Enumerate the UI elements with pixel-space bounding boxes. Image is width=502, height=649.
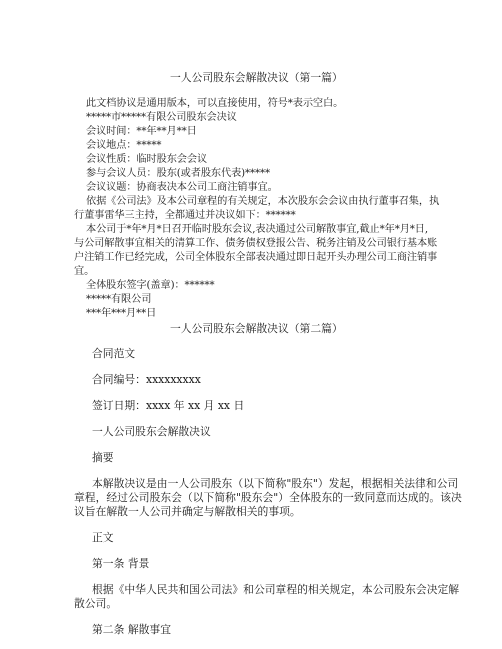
abstract-heading: 摘要 — [92, 451, 114, 464]
attendees: 参与会议人员：股东(或者股东代表)***** — [86, 168, 271, 179]
article-1-line: 散公司。 — [74, 597, 118, 610]
section-2-title: 一人公司股东会解散决议（第二篇） — [170, 322, 343, 335]
company-name: *****有限公司 — [86, 294, 152, 305]
signature-date: ***年***月**日 — [86, 308, 157, 319]
meeting-nature: 会议性质：临时股东会会议 — [86, 154, 208, 165]
article-1-line: 根据《中华人民共和国公司法》和公司章程的相关规定，本公司股东会决定解 — [92, 583, 460, 596]
section-1-title: 一人公司股东会解散决议（第一篇） — [170, 71, 343, 84]
document-title: 一人公司股东会解散决议 — [92, 425, 211, 438]
sign-date: 签订日期：xxxx 年 xx 月 xx 日 — [92, 399, 245, 412]
article-2-heading: 第二条 解散事宜 — [92, 623, 172, 636]
resolution-heading: *****市*****有限公司股东会决议 — [86, 112, 237, 123]
body-heading: 正文 — [92, 531, 114, 544]
paragraph-line: 户注销工作已经完成，公司全体股东全部表决通过即日起开头办理公司工商注销事 — [74, 252, 438, 263]
shareholder-signature: 全体股东签字(盖章)：****** — [86, 280, 215, 291]
contract-number: 合同编号：xxxxxxxxx — [92, 373, 201, 386]
notice-line: 此文档协议是通用版本，可以直接使用，符号*表示空白。 — [86, 98, 344, 109]
meeting-time: 会议时间：**年**月**日 — [86, 126, 197, 137]
abstract-line: 章程，经过公司股东会（以下简称"股东会"）全体股东的一致同意而达成的。该决 — [74, 491, 462, 504]
meeting-topic: 会议议题：协商表决本公司工商注销事宜。 — [86, 182, 278, 193]
article-1-heading: 第一条 背景 — [92, 557, 150, 570]
abstract-line: 本解散决议是由一人公司股东（以下简称"股东"）发起，根据相关法律和公司 — [92, 477, 459, 490]
meeting-place: 会议地点：***** — [86, 140, 162, 151]
paragraph-line: 宜。 — [74, 266, 95, 277]
contract-template-label: 合同范文 — [92, 347, 136, 360]
paragraph-line: 依据《公司法》及本公司章程的有关规定，本次股东会会议由执行董事召集，执 — [86, 196, 440, 207]
paragraph-line: 行董事雷华三主持，全都通过并决议如下：****** — [74, 210, 296, 221]
abstract-line: 议旨在解散一人公司并确定与解散相关的事项。 — [74, 505, 301, 518]
paragraph-line: 与公司解散事宜相关的清算工作、债务债权登报公告、税务注销及公司银行基本账 — [74, 238, 438, 249]
paragraph-line: 本公司于*年*月*日召开临时股东会议,表决通过公司解散事宜,截止*年*月*日, — [86, 224, 428, 235]
